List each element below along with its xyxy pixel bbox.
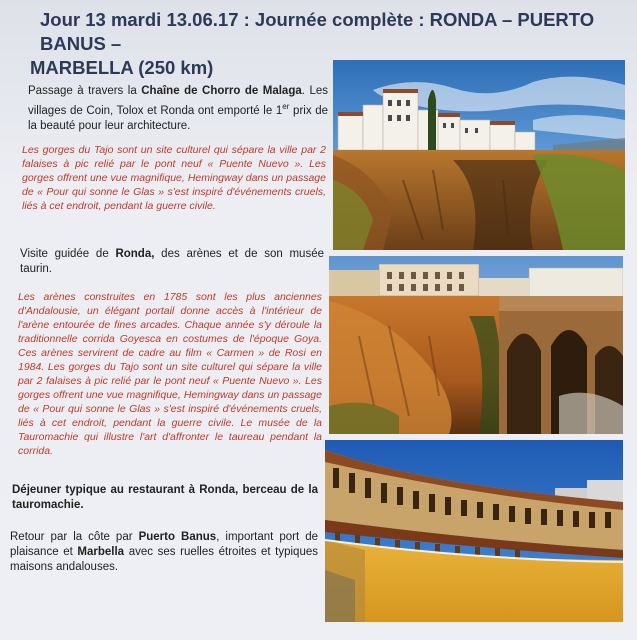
lunch-paragraph: Déjeuner typique au restaurant à Ronda, berceau de la tauromachie.	[12, 484, 318, 511]
puente-nuevo-bridge-photo	[329, 256, 623, 434]
chorro-name: Chaîne de Chorro de Malaga	[141, 85, 302, 97]
title-line-1: Jour 13 mardi 13.06.17 : Journée complète : RONDA – PUERTO BANUS –	[40, 9, 595, 54]
arenas-paragraph: Les arènes construites en 1785 sont les plus anciennes d'Andalousie, un élégant portail donne accès à l'intérieur de l'arène entourée de fines arcades. Chaque année s'y déroule la traditionnelle corrida Goyesca en costumes de l'époque Goya. Ces arènes servirent de cadre au film « Carmen » de Rosi en 1984. Les gorges du Tajo sont un site culturel qui sépare la ville par 2 falaises à pic relié par le pont neuf « Puente Nuevo ». Les gorges offrent une vue magnifique, Hemingway dans un passage de « Pour qui sonne le Glas » s'est inspiré d'événements cruels, liés à cet endroit, pendant la guerre civile. Le musée de la Tauromachie qui illustre l'art d'affronter le taureau pendant la corrida.	[18, 291, 322, 457]
guided-visit-paragraph: Visite guidée de Ronda, des arènes et de son musée taurin.	[20, 248, 324, 275]
ronda-cliff-village-photo	[333, 60, 625, 250]
title-line-2: MARBELLA (250 km)	[30, 57, 214, 78]
return-paragraph: Retour par la côte par Puerto Banus, important port de plaisance et Marbella avec ses ruelles étroites et typiques maisons andalouses.	[10, 531, 319, 573]
intro-paragraph: Passage à travers la Chaîne de Chorro de Malaga. Les villages de Coin, Tolox et Ronda ont emporté le 1er prix de la beauté pour leur architecture.	[28, 85, 329, 132]
ronda-bullring-photo	[325, 440, 623, 622]
tajo-gorges-paragraph: Les gorges du Tajo sont un site culturel qui sépare la ville par 2 falaises à pic relié par le pont neuf « Puente Nuevo ». Les gorges offrent une vue magnifique, Hemingway dans un passage de « Pour qui sonne le Glas » s'est inspiré d'événements cruels, liés à cet endroit, pendant la guerre civile.	[22, 144, 326, 212]
